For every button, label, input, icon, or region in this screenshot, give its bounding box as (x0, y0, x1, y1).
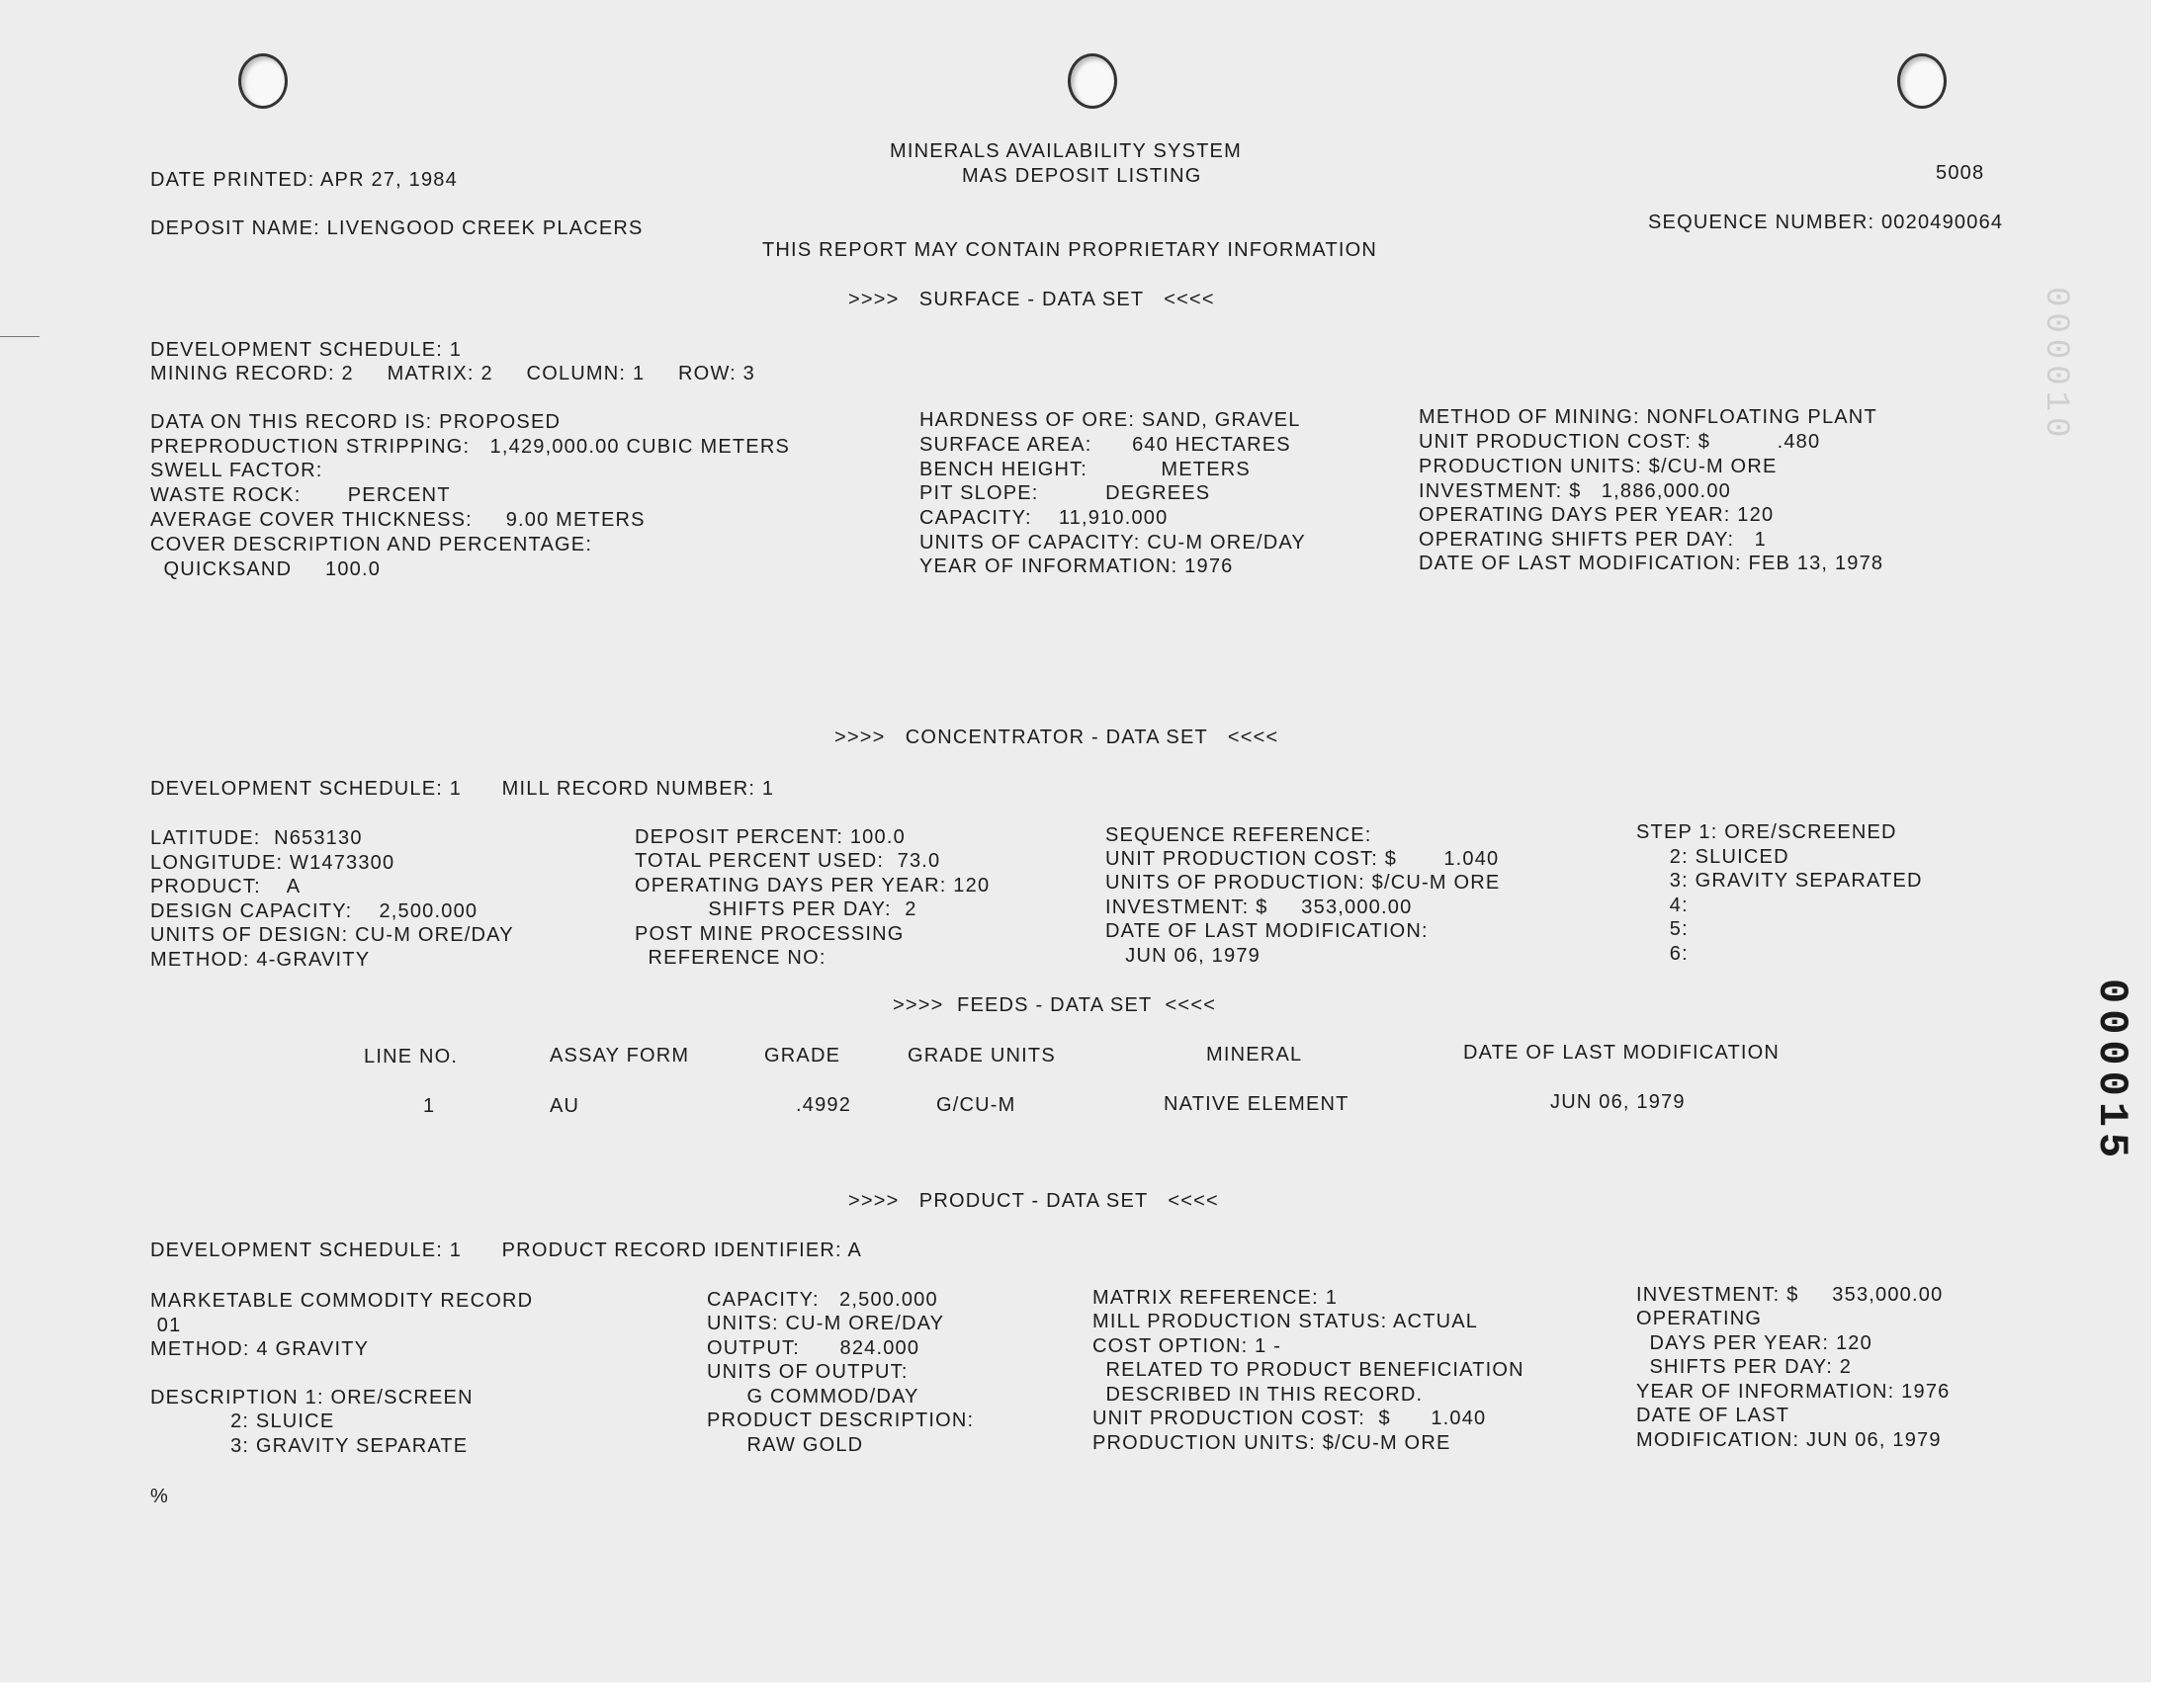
surface-mining-record: MINING RECORD: 2 MATRIX: 2 COLUMN: 1 ROW: 3 (150, 363, 755, 384)
product-col3-line: PRODUCTION UNITS: $/CU-M ORE (1092, 1432, 1451, 1454)
concentrator-col1-line: METHOD: 4-GRAVITY (150, 949, 371, 971)
feeds-cell-line-no: 1 (423, 1095, 436, 1117)
feeds-cell-date: JUN 06, 1979 (1550, 1091, 1686, 1113)
concentrator-step-line: 4: (1636, 895, 1689, 916)
feeds-header-assay-form: ASSAY FORM (550, 1045, 690, 1067)
surface-col1-line: WASTE ROCK: PERCENT (150, 484, 451, 506)
deposit-name: DEPOSIT NAME: LIVENGOOD CREEK PLACERS (150, 217, 644, 239)
concentrator-step-line: 6: (1636, 943, 1689, 965)
margin-rule (0, 336, 40, 337)
product-col2-line: OUTPUT: 824.000 (707, 1337, 920, 1359)
product-col2-line: UNITS: CU-M ORE/DAY (707, 1313, 945, 1334)
concentrator-col2-line: POST MINE PROCESSING (635, 923, 905, 945)
concentrator-col3-line: JUN 06, 1979 (1105, 945, 1261, 967)
concentrator-col1-line: DESIGN CAPACITY: 2,500.000 (150, 900, 478, 922)
listing-title: MAS DEPOSIT LISTING (962, 165, 1202, 187)
concentrator-col2-line: OPERATING DAYS PER YEAR: 120 (635, 875, 991, 897)
surface-col2-line: UNITS OF CAPACITY: CU-M ORE/DAY (919, 532, 1306, 554)
concentrator-col3-line: DATE OF LAST MODIFICATION: (1105, 920, 1429, 942)
product-col3-line: MILL PRODUCTION STATUS: ACTUAL (1092, 1311, 1479, 1332)
concentrator-col3-line: UNIT PRODUCTION COST: $ 1.040 (1105, 848, 1500, 870)
surface-col3-line: OPERATING DAYS PER YEAR: 120 (1419, 504, 1775, 526)
concentrator-col1-line: PRODUCT: A (150, 876, 302, 897)
system-title: MINERALS AVAILABILITY SYSTEM (890, 140, 1242, 162)
surface-col2-line: BENCH HEIGHT: METERS (919, 459, 1251, 480)
product-col4-line: SHIFTS PER DAY: 2 (1636, 1356, 1853, 1378)
concentrator-step-line: 5: (1636, 918, 1689, 940)
surface-col2-line: YEAR OF INFORMATION: 1976 (919, 555, 1234, 577)
punch-hole-center (1068, 53, 1117, 109)
surface-col2-line: HARDNESS OF ORE: SAND, GRAVEL (919, 409, 1301, 431)
date-printed: DATE PRINTED: APR 27, 1984 (150, 169, 458, 191)
feeds-cell-assay-form: AU (550, 1095, 580, 1117)
product-col3-line: UNIT PRODUCTION COST: $ 1.040 (1092, 1408, 1487, 1429)
surface-col3-line: DATE OF LAST MODIFICATION: FEB 13, 1978 (1419, 553, 1884, 574)
punch-hole-left (238, 53, 288, 109)
surface-col1-line: COVER DESCRIPTION AND PERCENTAGE: (150, 534, 593, 555)
concentrator-col3-line: INVESTMENT: $ 353,000.00 (1105, 897, 1413, 918)
surface-dev-schedule: DEVELOPMENT SCHEDULE: 1 (150, 339, 463, 361)
product-col2-line: PRODUCT DESCRIPTION: (707, 1409, 975, 1431)
product-col4-line: DATE OF LAST (1636, 1405, 1790, 1426)
product-col2-line: G COMMOD/DAY (707, 1386, 919, 1408)
product-section-title: >>>> PRODUCT - DATA SET <<<< (848, 1190, 1219, 1212)
product-col3-line: DESCRIBED IN THIS RECORD. (1092, 1384, 1424, 1406)
concentrator-section-title: >>>> CONCENTRATOR - DATA SET <<<< (834, 726, 1279, 748)
product-dev-line: DEVELOPMENT SCHEDULE: 1 PRODUCT RECORD IDENTIFIER: A (150, 1239, 863, 1261)
feeds-header-line-no: LINE NO. (364, 1046, 459, 1068)
product-col3-line: RELATED TO PRODUCT BENEFICIATION (1092, 1359, 1524, 1381)
product-col1-line: 01 (150, 1315, 182, 1336)
feeds-header-grade-units: GRADE UNITS (908, 1045, 1056, 1067)
product-col1-line: MARKETABLE COMMODITY RECORD (150, 1290, 534, 1312)
surface-col3-line: PRODUCTION UNITS: $/CU-M ORE (1419, 456, 1778, 477)
product-col4-line: OPERATING (1636, 1308, 1763, 1329)
feeds-header-grade: GRADE (764, 1045, 841, 1067)
product-col3-line: MATRIX REFERENCE: 1 (1092, 1287, 1339, 1309)
feeds-header-mineral: MINERAL (1206, 1044, 1303, 1066)
product-col1-line: 3: GRAVITY SEPARATE (150, 1435, 469, 1457)
surface-col1-line: DATA ON THIS RECORD IS: PROPOSED (150, 411, 562, 433)
product-col1-line: 2: SLUICE (150, 1410, 335, 1432)
concentrator-col1-line: LONGITUDE: W1473300 (150, 852, 395, 874)
page-number-stamp: 000015 (2088, 979, 2135, 1164)
surface-col1-line: AVERAGE COVER THICKNESS: 9.00 METERS (150, 509, 646, 531)
concentrator-step-line: 2: SLUICED (1636, 846, 1789, 868)
feeds-section-title: >>>> FEEDS - DATA SET <<<< (893, 994, 1217, 1016)
concentrator-col2-line: SHIFTS PER DAY: 2 (635, 898, 917, 920)
concentrator-col3-line: UNITS OF PRODUCTION: $/CU-M ORE (1105, 872, 1501, 894)
surface-section-title: >>>> SURFACE - DATA SET <<<< (848, 289, 1215, 310)
product-col2-line: UNITS OF OUTPUT: (707, 1361, 909, 1383)
concentrator-col1-line: LATITUDE: N653130 (150, 827, 363, 849)
feeds-cell-grade: .4992 (796, 1094, 852, 1116)
surface-col2-line: CAPACITY: 11,910.000 (919, 507, 1169, 529)
faint-page-stamp: 000010 (2037, 287, 2074, 444)
product-col1-line: METHOD: 4 GRAVITY (150, 1338, 370, 1360)
surface-col1-line: QUICKSAND 100.0 (150, 558, 382, 580)
concentrator-col2-line: DEPOSIT PERCENT: 100.0 (635, 826, 906, 848)
product-col4-line: MODIFICATION: JUN 06, 1979 (1636, 1429, 1942, 1451)
surface-col2-line: SURFACE AREA: 640 HECTARES (919, 434, 1291, 456)
page-code: 5008 (1936, 162, 1985, 184)
product-col2-line: CAPACITY: 2,500.000 (707, 1289, 938, 1311)
surface-col3-line: METHOD OF MINING: NONFLOATING PLANT (1419, 406, 1877, 428)
punch-hole-right (1897, 53, 1947, 109)
product-col4-line: YEAR OF INFORMATION: 1976 (1636, 1381, 1951, 1403)
product-col2-line: RAW GOLD (707, 1434, 864, 1456)
feeds-header-date: DATE OF LAST MODIFICATION (1463, 1042, 1781, 1064)
feeds-cell-mineral: NATIVE ELEMENT (1164, 1093, 1349, 1115)
surface-col3-line: INVESTMENT: $ 1,886,000.00 (1419, 480, 1731, 502)
concentrator-dev-line: DEVELOPMENT SCHEDULE: 1 MILL RECORD NUMBER: 1 (150, 778, 775, 800)
concentrator-col2-line: REFERENCE NO: (635, 947, 826, 969)
footer-percent-mark: % (150, 1486, 169, 1507)
product-col4-line: INVESTMENT: $ 353,000.00 (1636, 1284, 1944, 1306)
surface-col2-line: PIT SLOPE: DEGREES (919, 482, 1211, 504)
concentrator-step-line: STEP 1: ORE/SCREENED (1636, 821, 1897, 843)
product-col3-line: COST OPTION: 1 - (1092, 1335, 1282, 1357)
product-col4-line: DAYS PER YEAR: 120 (1636, 1332, 1872, 1354)
concentrator-step-line: 3: GRAVITY SEPARATED (1636, 870, 1923, 892)
surface-col1-line: SWELL FACTOR: (150, 460, 323, 481)
concentrator-col1-line: UNITS OF DESIGN: CU-M ORE/DAY (150, 924, 514, 946)
surface-col3-line: OPERATING SHIFTS PER DAY: 1 (1419, 529, 1767, 551)
feeds-cell-grade-units: G/CU-M (936, 1094, 1016, 1116)
sequence-number: SEQUENCE NUMBER: 0020490064 (1648, 212, 2004, 233)
surface-col1-line: PREPRODUCTION STRIPPING: 1,429,000.00 CUBIC METERS (150, 436, 790, 458)
surface-col3-line: UNIT PRODUCTION COST: $ .480 (1419, 431, 1821, 453)
product-col1-line: DESCRIPTION 1: ORE/SCREEN (150, 1387, 474, 1409)
concentrator-col2-line: TOTAL PERCENT USED: 73.0 (635, 850, 941, 872)
proprietary-notice: THIS REPORT MAY CONTAIN PROPRIETARY INFORMATION (762, 239, 1378, 261)
concentrator-col3-line: SEQUENCE REFERENCE: (1105, 824, 1372, 846)
